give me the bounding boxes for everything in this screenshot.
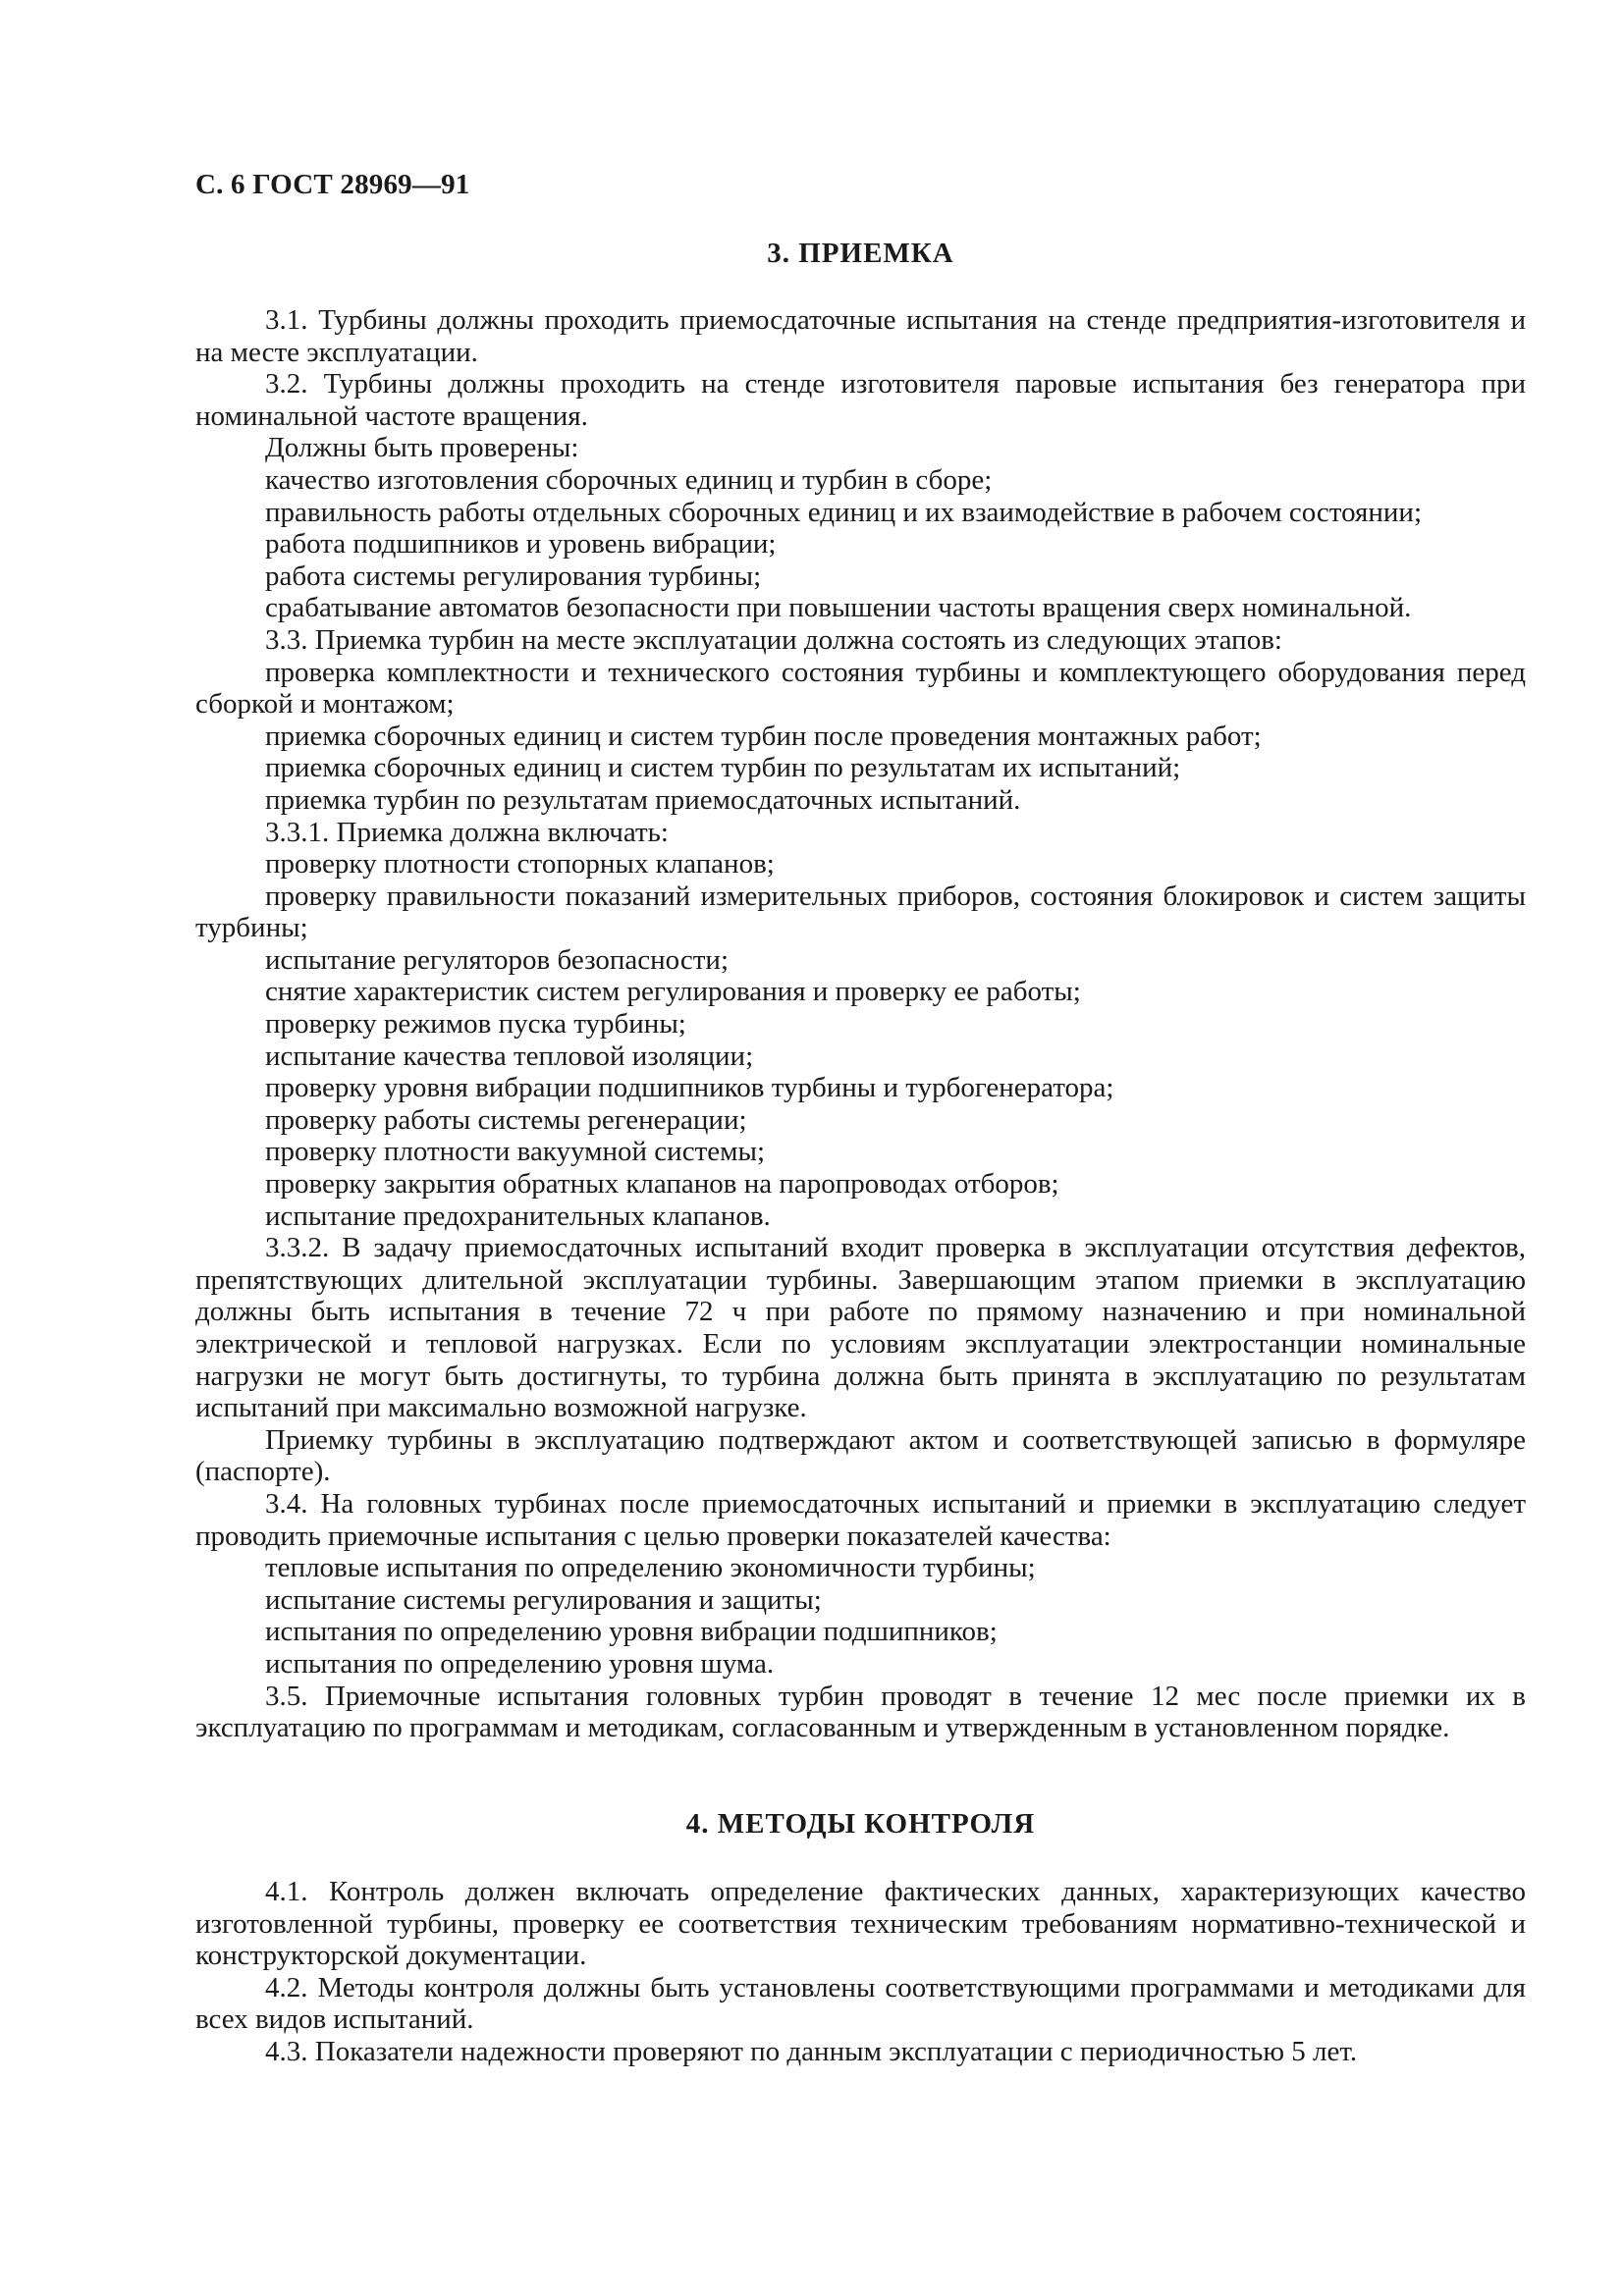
- list-item: тепловые испытания по определению экономичности турбины;: [265, 1552, 1036, 1584]
- list-item: проверку правильности показаний измерительных приборов, состояния блокировок и систем защиты турбины;: [195, 880, 1526, 944]
- list-item: работа подшипников и уровень вибрации;: [265, 528, 777, 561]
- list-item: проверку уровня вибрации подшипников турбины и турбогенератора;: [265, 1072, 1114, 1104]
- list-item: качество изготовления сборочных единиц и турбин в сборе;: [265, 463, 993, 496]
- list-item: проверку режимов пуска турбины;: [265, 1008, 686, 1041]
- list-item: проверка комплектности и технического состояния турбины и комплектующего оборудования перед сборкой и монтажом;: [195, 656, 1526, 721]
- list-item: испытание системы регулирования и защиты;: [265, 1583, 822, 1616]
- list-item: испытание регуляторов безопасности;: [265, 943, 730, 976]
- list-item: проверку работы системы регенерации;: [265, 1103, 747, 1136]
- list-item: испытание предохранительных клапанов.: [265, 1200, 771, 1232]
- list-item: проверку плотности вакуумной системы;: [265, 1136, 766, 1168]
- list-item: испытание качества тепловой изоляции;: [265, 1040, 754, 1072]
- list-item: приемка сборочных единиц и систем турбин после проведения монтажных работ;: [265, 720, 1262, 752]
- list-item: приемка сборочных единиц и систем турбин по результатам их испытаний;: [265, 752, 1181, 784]
- paragraph-3-4: 3.4. На головных турбинах после приемосдаточных испытаний и приемки в эксплуатацию следует проводить приемочные испытания с целью проверки показателей качества:: [195, 1487, 1526, 1552]
- list-item: правильность работы отдельных сборочных единиц и их взаимодействие в рабочем состоянии;: [265, 496, 1422, 528]
- section-title-acceptance: 3. ПРИЕМКА: [767, 238, 954, 269]
- section-title-control-methods: 4. МЕТОДЫ КОНТРОЛЯ: [685, 1808, 1036, 1840]
- section-body-control-methods: [195, 1876, 1526, 2068]
- paragraph-3-2: 3.2. Турбины должны проходить на стенде изготовителя паровые испытания без генератора при номинальной частоте вращения.: [195, 368, 1526, 432]
- list-item: испытания по определению уровня шума.: [265, 1647, 775, 1680]
- paragraph-4-2: 4.2. Методы контроля должны быть установлены соответствующими программами и методиками для всех видов испытаний.: [195, 1971, 1526, 2036]
- paragraph-3-1: 3.1. Турбины должны проходить приемосдаточные испытания на стенде предприятия-изготовителя и на месте эксплуатации.: [195, 304, 1526, 368]
- list-item: проверку закрытия обратных клапанов на паропроводах отборов;: [265, 1168, 1059, 1201]
- page-header: С. 6 ГОСТ 28969—91: [195, 169, 470, 200]
- paragraph-4-1: 4.1. Контроль должен включать определение фактических данных, характеризующих качество изготовленной турбины, проверку ее соответствия техническим требованиям нормативно-технической и конструкторской документации.: [195, 1876, 1526, 1972]
- paragraph-3-3-1: 3.3.1. Приемка должна включать:: [265, 816, 669, 848]
- list-item: проверку плотности стопорных клапанов;: [265, 848, 775, 881]
- paragraph-acceptance-act: Приемку турбины в эксплуатацию подтверждают актом и соответствующей записью в формуляре (паспорте).: [195, 1423, 1526, 1488]
- paragraph-3-3: 3.3. Приемка турбин на месте эксплуатации должна состоять из следующих этапов:: [265, 623, 1282, 656]
- section-body-acceptance: [195, 304, 1526, 1744]
- list-item: срабатывание автоматов безопасности при повышении частоты вращения сверх номинальной.: [265, 592, 1412, 624]
- list-item: снятие характеристик систем регулирования и проверку ее работы;: [265, 976, 1081, 1008]
- list-item: испытания по определению уровня вибрации подшипников;: [265, 1616, 998, 1648]
- list-item: работа системы регулирования турбины;: [265, 560, 762, 592]
- paragraph-checks-intro: Должны быть проверены:: [265, 432, 579, 464]
- list-item: приемка турбин по результатам приемосдаточных испытаний.: [265, 783, 1021, 816]
- paragraph-3-3-2: 3.3.2. В задачу приемосдаточных испытаний входит проверка в эксплуатации отсутствия дефектов, препятствующих длительной эксплуатации турбины. Завершающим этапом приемки в эксплуатацию должны быть испытания в течение 72 ч при работе по прямому назначению и при номинальной электрической и тепловой нагрузках. Если по условиям эксплуатации электростанции номинальные нагрузки не могут быть достигнуты, то турбина должна быть принята в эксплуатацию по результатам испытаний при максимально возможной нагрузке.: [195, 1232, 1526, 1424]
- paragraph-3-5: 3.5. Приемочные испытания головных турбин проводят в течение 12 мес после приемки их в эксплуатацию по программам и методикам, согласованным и утвержденным в установленном порядке.: [195, 1680, 1526, 1744]
- paragraph-4-3: 4.3. Показатели надежности проверяют по данным эксплуатации с периодичностью 5 лет.: [265, 2035, 1358, 2067]
